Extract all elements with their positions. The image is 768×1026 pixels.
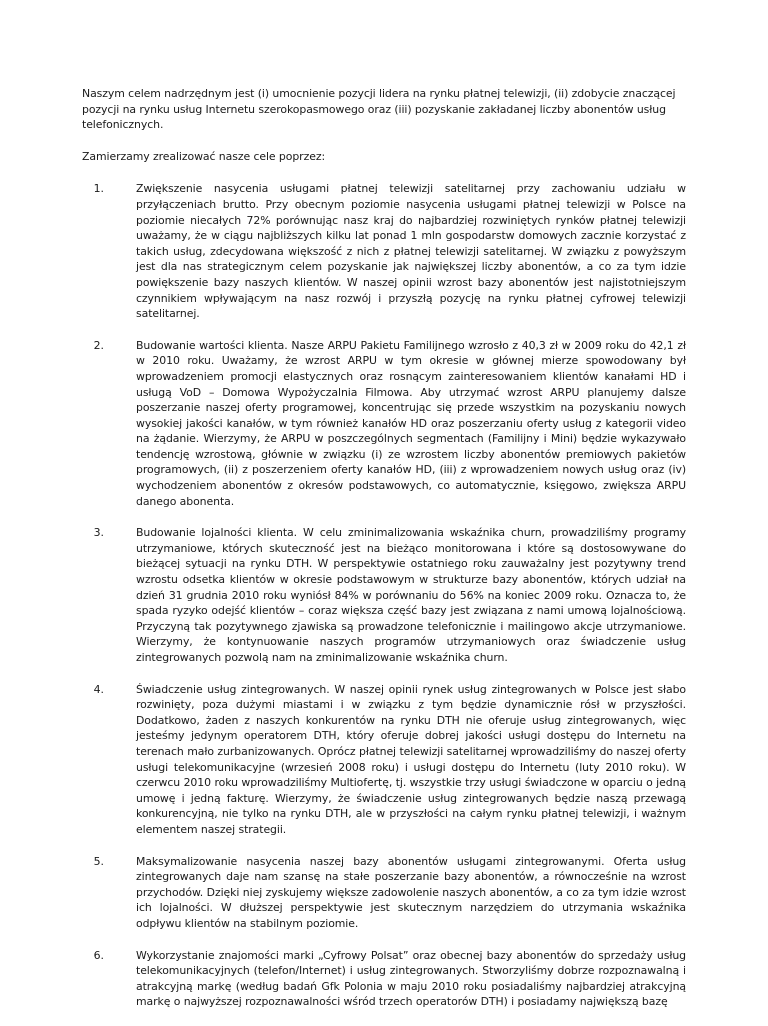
list-item-text: Maksymalizowanie nasycenia naszej bazy abonentów usługami zintegrowanymi. Oferta usług zintegrowanych daje nam szansę na stałe poszerzanie bazy abonentów, a równocześnie na wzrost przychodów. Dzięki niej zyskujemy większe zadowolenie naszych abonentów, a co za tym idzie wzrost ich lojalności. W dłuższej perspektywie jest skutecznym narzędziem do utrzymania wskaźnika odpływu klientów na stabilnym poziomie. bbox=[136, 854, 686, 930]
list-item bbox=[82, 525, 686, 665]
intro-paragraph: Zamierzamy zrealizować nasze cele poprzez: bbox=[82, 149, 326, 163]
list-item bbox=[82, 948, 686, 1010]
list-item-number: 5. bbox=[93, 854, 104, 868]
list-item-text: Świadczenie usług zintegrowanych. W naszej opinii rynek usług zintegrowanych w Polsce jest słabo rozwinięty, poza dużymi miastami i w związku z tym będzie dynamicznie rósł w przyszłości. Dodatkowo, żaden z naszych konkurentów na rynku DTH nie oferuje usług zintegrowanych, więc jesteśmy jedynym operatorem DTH, który oferuje dobrej jakości usługi dostępu do Internetu na terenach mało zurbanizowanych. Oprócz płatnej telewizji satelitarnej wprowadziliśmy do naszej oferty usługi telekomunikacyjne (wrzesień 2008 roku) i usługi dostępu do Internetu (luty 2010 roku). W czerwcu 2010 roku wprowadziliśmy Multiofertę, tj. wszystkie trzy usługi świadczone w oparciu o jedną umowę i jedną fakturę. Wierzymy, że świadczenie usług zintegrowanych będzie naszą przewagą konkurencyjną, nie tylko na rynku DTH, ale w przyszłości na całym rynku płatnej telewizji, i ważnym elementem naszej strategii. bbox=[136, 682, 686, 836]
document-page bbox=[82, 86, 686, 1026]
list-item bbox=[82, 181, 686, 321]
list-item-number: 2. bbox=[93, 338, 104, 352]
list-item bbox=[82, 854, 686, 932]
list-item-number: 4. bbox=[93, 682, 104, 696]
list-item-number: 3. bbox=[93, 526, 104, 540]
list-item bbox=[82, 338, 686, 510]
list-item bbox=[82, 682, 686, 838]
goals-list bbox=[82, 181, 686, 1010]
list-item-number: 1. bbox=[93, 182, 104, 196]
list-item-text: Wykorzystanie znajomości marki „Cyfrowy Polsat” oraz obecnej bazy abonentów do sprzedaży usług telekomunikacyjnych (telefon/Internet) i usług zintegrowanych. Stworzyliśmy dobrze rozpoznawalną i atrakcyjną markę (według badań Gfk Polonia w maju 2010 roku posiadaliśmy najbardziej atrakcyjną markę o najwyższej rozpoznawalności wśród trzech operatorów DTH) i posiadamy największą bazę bbox=[136, 948, 686, 1009]
lead-paragraph: Naszym celem nadrzędnym jest (i) umocnienie pozycji lidera na rynku płatnej telewizji, (ii) zdobycie znaczącej pozycji na rynku usług Internetu szerokopasmowego oraz (iii) pozyskanie zakładanej liczby abonentów usług telefonicznych. bbox=[82, 87, 676, 132]
list-item-text: Budowanie lojalności klienta. W celu zminimalizowania wskaźnika churn, prowadziliśmy programy utrzymaniowe, których skuteczność jest na bieżąco monitorowana i które są dostosowywane do bieżącej sytuacji na rynku DTH. W perspektywie ostatniego roku zauważalny jest pozytywny trend wzrostu odsetka klientów w okresie podstawowym w strukturze bazy abonentów, których udział na dzień 31 grudnia 2010 roku wyniósł 84% w porównaniu do 56% na koniec 2009 roku. Oznacza to, że spada ryzyko odejść klientów – coraz większa część bazy jest związana z nami umową lojalnościową. Przyczyną tak pozytywnego zjawiska są prowadzone telefonicznie i mailingowo akcje utrzymaniowe. Wierzymy, że kontynuowanie naszych programów utrzymaniowych oraz świadczenie usług zintegrowanych pozwolą nam na zminimalizowanie wskaźnika churn. bbox=[136, 526, 686, 664]
list-item-text: Zwiększenie nasycenia usługami płatnej telewizji satelitarnej przy zachowaniu udziału w przyłączeniach brutto. Przy obecnym poziomie nasycenia usługami płatnej telewizji w Polsce na poziomie niecałych 72% porównując nasz kraj do najbardziej rozwiniętych rynków płatnej telewizji uważamy, że w ciągu najbliższych kilku lat ponad 1 mln gospodarstw domowych zacznie korzystać z takich usług, zdecydowana większość z nich z płatnej telewizji satelitarnej. W związku z powyższym jest dla nas strategicznym celem pozyskanie jak największej liczby abonentów, a co za tym idzie powiększenie bazy naszych klientów. W naszej opinii wzrost bazy abonentów jest najistotniejszym czynnikiem wpływającym na nasz rozwój i przyszłą pozycję na rynku płatnej cyfrowej telewizji satelitarnej. bbox=[136, 182, 686, 321]
list-item-text: Budowanie wartości klienta. Nasze ARPU Pakietu Familijnego wzrosło z 40,3 zł w 2009 roku do 42,1 zł w 2010 roku. Uważamy, że wzrost ARPU w tym okresie w głównej mierze spowodowany był wprowadzeniem promocji elastycznych oraz rosnącym zainteresowaniem klientów kanałami HD i usługą VoD – Domowa Wypożyczalnia Filmowa. Aby utrzymać wzrost ARPU planujemy dalsze poszerzanie naszej oferty programowej, koncentrując się przede wszystkim na pozyskaniu nowych wysokiej jakości kanałów, w tym również kanałów HD oraz poszerzaniu oferty usług z kategorii video na żądanie. Wierzymy, że ARPU w poszczególnych segmentach (Familijny i Mini) będzie wykazywało tendencję wzrostową, głównie w związku (i) ze wzrostem liczby abonentów premiowych pakietów programowych, (ii) z poszerzeniem oferty kanałów HD, (iii) z wprowadzeniem nowych usług oraz (iv) wychodzeniem abonentów z okresów podstawowych, co automatycznie, księgowo, zwiększa ARPU danego abonenta. bbox=[136, 338, 686, 508]
list-item-number: 6. bbox=[93, 948, 104, 962]
